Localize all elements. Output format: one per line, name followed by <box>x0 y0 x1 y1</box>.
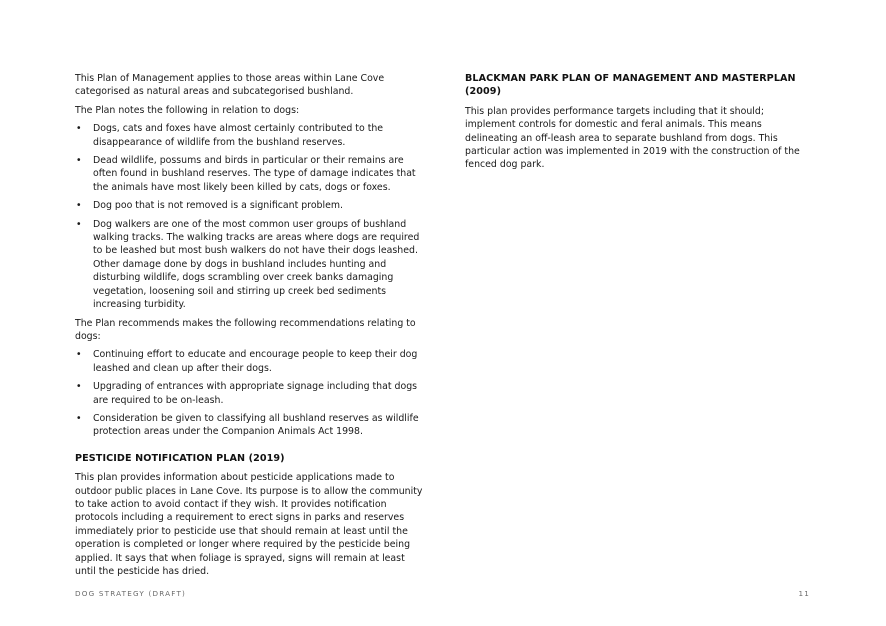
notes-list <box>75 122 425 311</box>
bullet-icon: • <box>76 218 82 230</box>
recommendations-intro: The Plan recommends makes the following recommendations relating to dogs: <box>75 317 416 342</box>
list-item <box>75 380 425 407</box>
section-heading-pesticide: PESTICIDE NOTIFICATION PLAN (2019) <box>75 452 285 464</box>
bullet-icon: • <box>76 349 82 361</box>
list-item <box>75 199 425 212</box>
list-item-text: Continuing effort to educate and encourage people to keep their dog leashed and clean up after their dogs. <box>93 349 418 374</box>
list-item <box>75 218 425 312</box>
bullet-icon: • <box>76 412 82 424</box>
list-item-text: Consideration be given to classifying all bushland reserves as wildlife protection areas under the Companion Animals Act 1998. <box>93 412 419 438</box>
left-column <box>75 72 425 583</box>
list-item-text: Upgrading of entrances with appropriate signage including that dogs are required to be on-leash. <box>93 381 418 406</box>
list-item-text: Dogs, cats and foxes have almost certainly contributed to the disappearance of wildlife from the bushland reserves. <box>93 123 384 148</box>
blackman-park-paragraph: This plan provides performance targets including that it should; implement controls for domestic and feral animals. This means delineating an off-leash area to separate bushland from dogs. This particular action was implemented in 2019 with the construction of the fenced dog park. <box>465 105 800 171</box>
page-number: 11 <box>798 589 810 598</box>
bullet-icon: • <box>76 381 82 393</box>
section-heading-blackman-park: BLACKMAN PARK PLAN OF MANAGEMENT AND MASTERPLAN (2009) <box>465 73 796 98</box>
list-item <box>75 412 425 439</box>
list-item-text: Dog poo that is not removed is a significant problem. <box>93 200 343 212</box>
recommendations-list <box>75 348 425 438</box>
list-item-text: Dog walkers are one of the most common user groups of bushland walking tracks. The walking tracks are areas where dogs are required to be leashed but most bush walkers do not have their dogs leashed. Other damage done by dogs in bushland includes hunting and disturbing wildlife, dogs scrambling over creek banks damaging vegetation, loosening soil and stirring up creek bed sediments increasing turbidity. <box>93 218 420 311</box>
list-item <box>75 154 425 194</box>
bullet-icon: • <box>76 155 82 167</box>
footer-title: DOG STRATEGY (DRAFT) <box>75 589 187 598</box>
list-item <box>75 122 425 149</box>
right-column <box>465 72 810 177</box>
list-item <box>75 348 425 375</box>
notes-intro: The Plan notes the following in relation to dogs: <box>75 104 300 116</box>
bullet-icon: • <box>76 200 82 212</box>
intro-paragraph: This Plan of Management applies to those areas within Lane Cove categorised as natural areas and subcategorised bushland. <box>75 73 385 98</box>
list-item-text: Dead wildlife, possums and birds in particular or their remains are often found in bushland reserves. The type of damage indicates that the animals have most likely been killed by cats, dogs or foxes. <box>93 155 416 193</box>
bullet-icon: • <box>76 123 82 135</box>
pesticide-paragraph: This plan provides information about pesticide applications made to outdoor public places in Lane Cove. Its purpose is to allow the community to take action to avoid contact if they wish. It provides notification protocols including a requirement to erect signs in parks and reserves immediately prior to pesticide use that should remain at least until the operation is completed or longer where required by the pesticide being applied. It says that when foliage is sprayed, signs will remain at least until the pesticide has dried. <box>75 472 423 577</box>
